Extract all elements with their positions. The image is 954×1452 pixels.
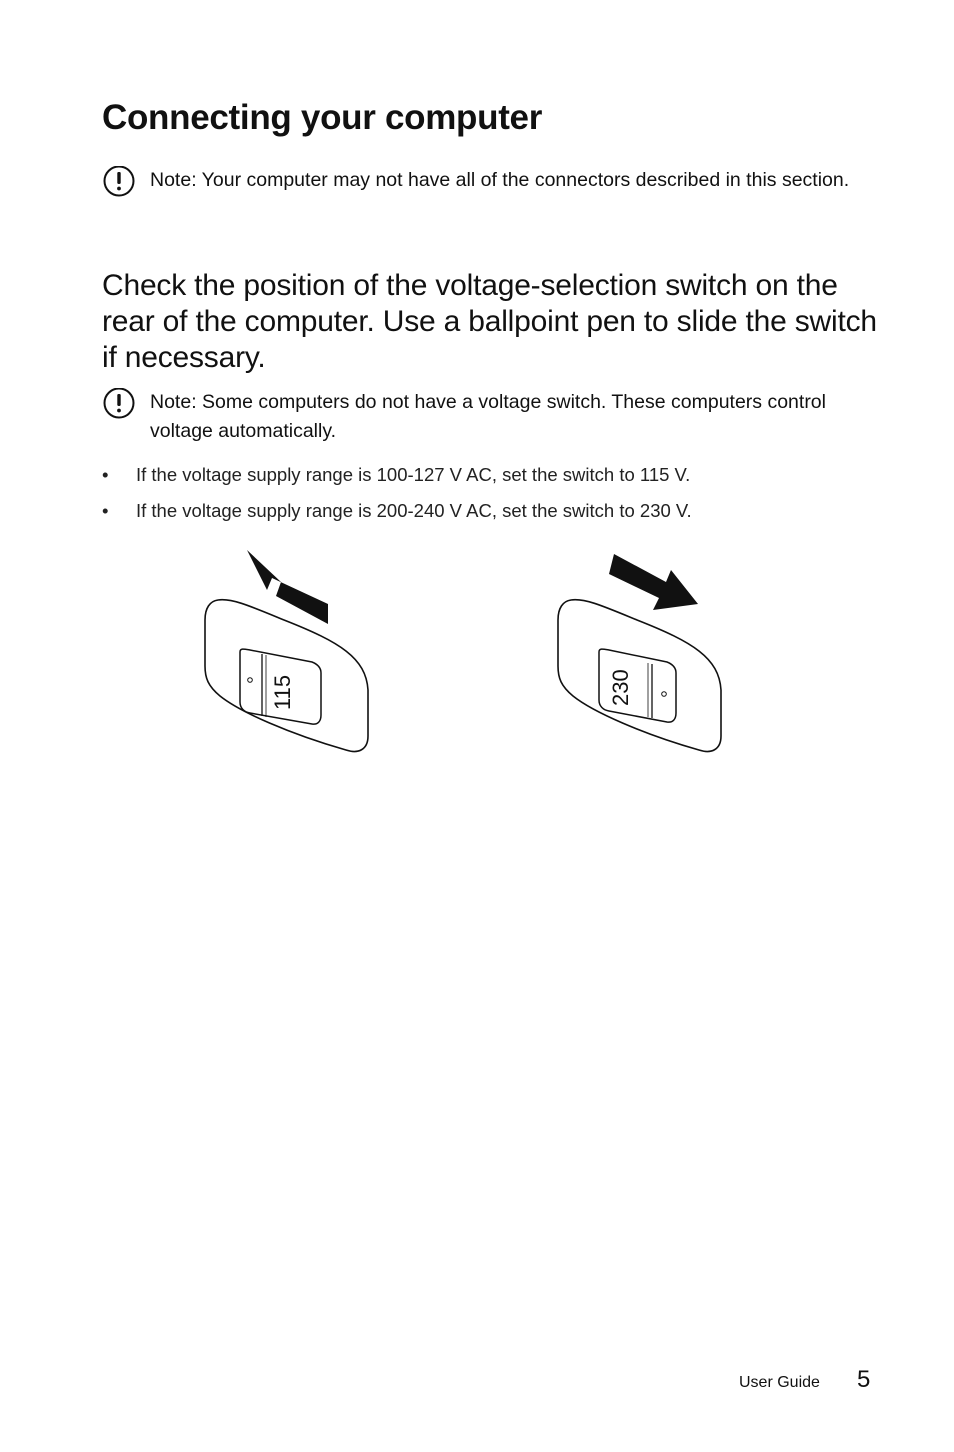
note-label: Note: — [150, 169, 197, 191]
page-number: 5 — [857, 1366, 871, 1393]
section-heading: Check the position of the voltage-selection switch on the rear of the computer. Use a ballpoint pen to slide the switch if necessary. — [102, 269, 877, 374]
note-label: Note: — [150, 391, 197, 413]
list-item: • If the voltage supply range is 100-127 V AC, set the switch to 115 V. — [102, 464, 691, 485]
switch-label-230: 230 — [608, 669, 633, 706]
note-connectors — [102, 166, 862, 195]
caution-icon — [102, 166, 136, 200]
switch-115-diagram — [205, 550, 368, 751]
note-voltage-switch — [102, 388, 862, 446]
note-body: Some computers do not have a voltage switch. These computers control voltage automatically. — [150, 391, 826, 442]
voltage-bullet-list — [102, 462, 882, 534]
caution-icon — [102, 388, 136, 422]
page-title: Connecting your computer — [102, 98, 543, 137]
note-body: Your computer may not have all of the connectors described in this section. — [196, 169, 850, 191]
footer-label: User Guide — [739, 1374, 820, 1391]
arrow-down-right-icon — [609, 554, 698, 610]
switch-230-diagram — [558, 554, 721, 751]
switch-label-115: 115 — [270, 674, 295, 710]
voltage-switch-illustration — [180, 540, 740, 770]
list-item: • If the voltage supply range is 200-240 V AC, set the switch to 230 V. — [102, 500, 692, 521]
